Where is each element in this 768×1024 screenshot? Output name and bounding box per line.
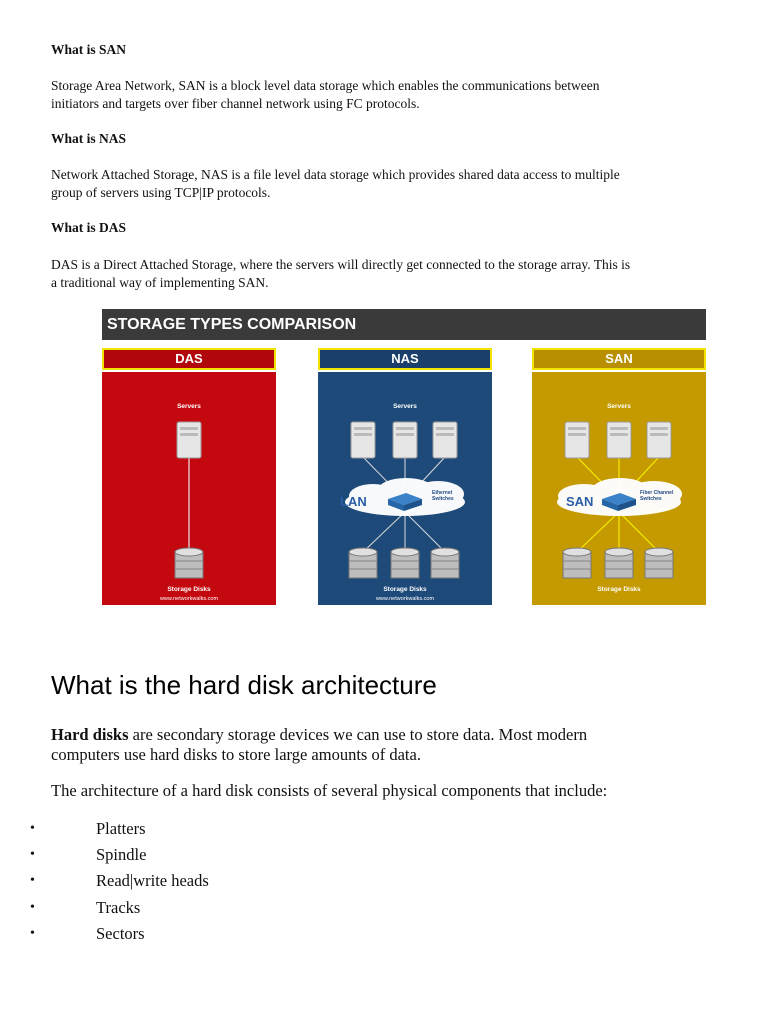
heading-what-is-san: What is SAN <box>51 42 127 57</box>
component-read-write-heads: Read|write heads <box>96 871 209 891</box>
hard-disks-term: Hard disks <box>51 725 129 744</box>
nas-line-2: group of servers using TCP|IP protocols. <box>51 185 271 200</box>
nas-network-label: LAN <box>340 494 367 509</box>
bullet: • <box>30 899 35 915</box>
nas-switch-label <box>432 490 454 502</box>
san-disks-label: Storage Disks <box>597 586 641 593</box>
bullet: • <box>30 847 35 863</box>
heading-hard-disk-architecture: What is the hard disk architecture <box>51 670 437 700</box>
nas-panel <box>318 348 492 605</box>
component-platters: Platters <box>96 819 146 838</box>
heading-what-is-nas: What is NAS <box>51 131 127 146</box>
san-line-1: Storage Area Network, SAN is a block level data storage which enables the communications between <box>51 78 600 93</box>
component-sectors: Sectors <box>96 923 145 943</box>
storage-disk-icon <box>175 548 203 578</box>
bullet: • <box>30 925 35 941</box>
nas-disks-label: Storage Disks <box>383 586 427 593</box>
das-line-2: a traditional way of implementing SAN. <box>51 275 269 290</box>
das-line-1: DAS is a Direct Attached Storage, where the servers will directly get connected to the storage array. This is <box>51 257 631 272</box>
san-description <box>51 77 711 113</box>
storage-disk-icons <box>563 548 673 578</box>
das-credit: www.networkwalks.com <box>159 596 219 602</box>
storage-types-comparison-figure <box>102 309 706 605</box>
san-switch-label <box>640 490 673 502</box>
storage-disk-icons <box>349 548 459 578</box>
san-switch-label-1: Fiber Channel <box>640 490 674 496</box>
das-disks-label: Storage Disks <box>167 586 211 593</box>
das-panel-title: DAS <box>102 348 276 370</box>
nas-line-1: Network Attached Storage, NAS is a file level data storage which provides shared data access to multiple <box>51 167 620 182</box>
nas-credit: www.networkwalks.com <box>375 596 435 602</box>
san-network-label: SAN <box>566 494 594 509</box>
san-panel <box>532 348 706 605</box>
intro-line-2: computers use hard disks to store large amounts of data. <box>51 745 421 764</box>
components-intro: The architecture of a hard disk consists of several physical components that include: <box>51 781 608 800</box>
das-servers-label: Servers <box>177 403 201 410</box>
bullet: • <box>30 873 35 889</box>
nas-description <box>51 166 711 202</box>
server-icon <box>177 422 201 458</box>
das-description <box>51 256 711 292</box>
bullet: • <box>30 821 35 836</box>
heading-what-is-das: What is DAS <box>51 220 127 235</box>
nas-servers-label: Servers <box>393 403 417 410</box>
san-panel-body <box>532 372 706 605</box>
san-switch-label-2: Switches <box>640 496 662 502</box>
server-icons <box>565 422 671 458</box>
server-icons <box>351 422 457 458</box>
component-spindle: Spindle <box>96 845 147 865</box>
hard-disk-intro <box>51 725 691 765</box>
das-panel-body <box>102 372 276 605</box>
nas-switch-label-2: Switches <box>432 496 454 502</box>
san-panel-title: SAN <box>532 348 706 370</box>
san-line-2: initiators and targets over fiber channel network using FC protocols. <box>51 96 420 111</box>
intro-line-1-rest: are secondary storage devices we can use to store data. Most modern <box>128 725 588 744</box>
nas-switch-label-1: Ethernet <box>432 490 453 496</box>
component-tracks: Tracks <box>96 897 141 917</box>
nas-panel-title: NAS <box>318 348 492 370</box>
das-panel <box>102 348 276 605</box>
nas-panel-body <box>318 372 492 605</box>
figure-banner: STORAGE TYPES COMPARISON <box>102 309 706 340</box>
san-servers-label: Servers <box>607 403 631 410</box>
